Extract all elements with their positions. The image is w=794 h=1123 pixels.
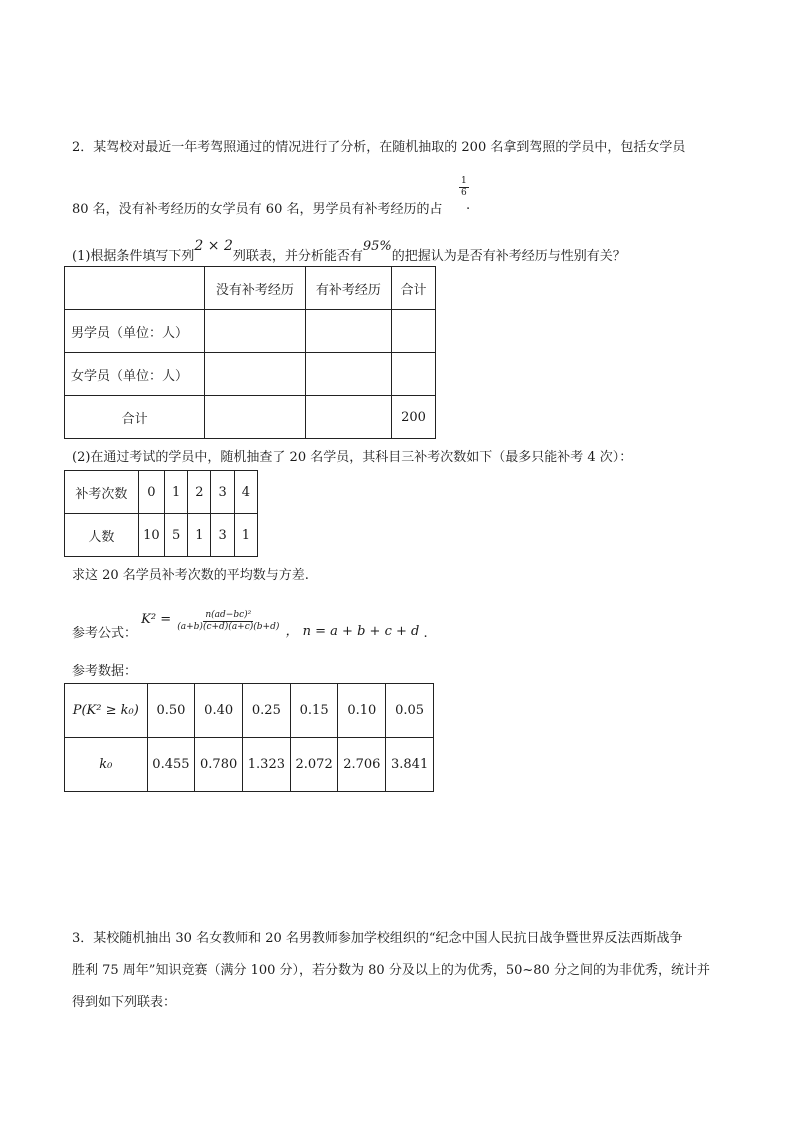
table1-header-blank [65,267,205,310]
retake-count-table [64,470,258,557]
table1-row-female-label: 女学员（单位：人） [65,353,205,396]
fraction-numerator: 1 [461,176,467,186]
data-label: 参考数据： [72,664,138,679]
table3-cell: 2.706 [338,738,386,792]
formula-lhs: K² = [141,612,172,627]
table1-cell [392,353,436,396]
formula-rest: ， n = a + b + c + d [285,624,420,639]
fraction-denominator: 6 [461,188,467,198]
table3-row1-head: P(K² ≥ k₀) [65,684,148,738]
table2-cell: 4 [234,471,257,514]
q2-part1 [72,238,626,264]
contingency-table [64,266,436,439]
formula-numerator: n(ad−bc)² [205,610,252,620]
table2-cell: 3 [211,514,234,557]
table1-cell [205,353,305,396]
table2-row1-head: 补考次数 [65,471,139,514]
formula-label: 参考公式： [72,626,138,641]
table1-cell [305,353,391,396]
q2-line2-text: 80 名，没有补考经历的女学员有 60 名，男学员有补考经历的占 [72,202,443,217]
q2-fraction [459,176,469,199]
table1-row-male-label: 男学员（单位：人） [65,310,205,353]
formula-block [72,606,428,646]
table2-cell: 1 [234,514,257,557]
table1-header-no-retake: 没有补考经历 [205,267,305,310]
table1-cell [205,310,305,353]
table3-cell: 0.25 [243,684,291,738]
part1-math-2x2: 2 × 2 [194,238,233,254]
part1-text-a: (1)根据条件填写下列 [72,249,195,264]
q2-part2: (2)在通过考试的学员中，随机抽查了 20 名学员，其科目三补考次数如下（最多只能补考 4 次）： [72,450,633,465]
q3-line2: 胜利 75 周年”知识竞赛（满分 100 分），若分数为 80 分及以上的为优秀，50~80 分之间的为非优秀，统计并 [72,963,710,978]
table2-cell: 0 [138,471,164,514]
formula-fraction [175,610,281,633]
q3-line3: 得到如下列联表： [72,995,177,1010]
table3-cell: 1.323 [243,738,291,792]
part1-text-c: 的把握认为是否有补考经历与性别有关？ [391,249,626,264]
table2-cell: 1 [188,514,211,557]
table1-row-total-label: 合计 [65,396,205,439]
part1-text-b: 列联表，并分析能否有 [232,249,363,264]
q2-line2 [72,198,442,217]
table3-cell: 0.15 [290,684,338,738]
part1-math-95: 95% [362,239,392,254]
table1-cell [305,310,391,353]
table3-cell: 0.50 [147,684,195,738]
formula-end: . [423,626,428,641]
table1-cell-total: 200 [392,396,436,439]
table2-cell: 2 [188,471,211,514]
table3-cell: 0.10 [338,684,386,738]
q2-line1: 2．某驾校对最近一年考驾照通过的情况进行了分析，在随机抽取的 200 名拿到驾照的学员中，包括女学员 [72,140,686,155]
table3-cell: 0.455 [147,738,195,792]
table3-cell: 0.05 [386,684,434,738]
table1-header-total: 合计 [392,267,436,310]
table3-cell: 3.841 [386,738,434,792]
table3-cell: 0.780 [195,738,243,792]
table1-cell [305,396,391,439]
table1-cell [205,396,305,439]
formula-denominator: (a+b)(c+d)(a+c)(b+d) [177,622,280,632]
table3-row2-head: k₀ [65,738,148,792]
q3-line1: 3．某校随机抽出 30 名女教师和 20 名男教师参加学校组织的“纪念中国人民抗日战争暨世界反法西斯战争 [72,931,683,946]
table3-cell: 2.072 [290,738,338,792]
q2-line2-end: . [466,198,471,213]
table2-cell: 5 [165,514,188,557]
table2-cell: 1 [165,471,188,514]
table3-cell: 0.40 [195,684,243,738]
q2-ask: 求这 20 名学员补考次数的平均数与方差. [72,568,309,583]
table2-cell: 10 [138,514,164,557]
table1-cell [392,310,436,353]
table2-row2-head: 人数 [65,514,139,557]
critical-value-table [64,683,434,792]
table1-header-retake: 有补考经历 [305,267,391,310]
table2-cell: 3 [211,471,234,514]
